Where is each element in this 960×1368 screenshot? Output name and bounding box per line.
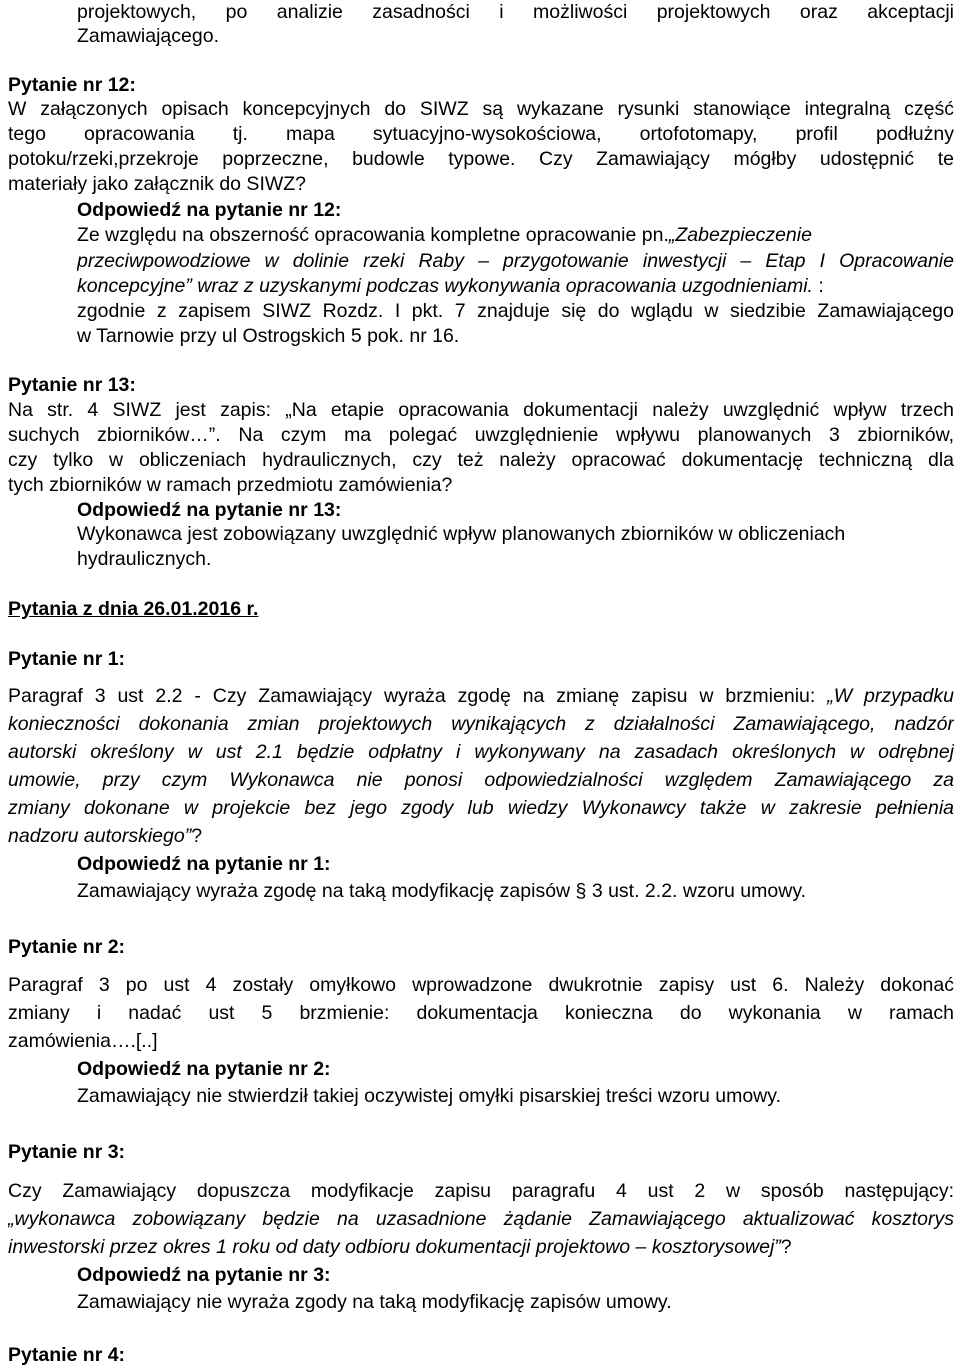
question-line: zmiany i nadać ust 5 brzmienie: dokumentacja konieczna do wykonania w ramach bbox=[8, 1002, 954, 1024]
question-line: Czy Zamawiający dopuszcza modyfikacje zapisu paragrafu 4 ust 2 w sposób następujący: bbox=[8, 1180, 954, 1202]
question-line: W załączonych opisach koncepcyjnych do SIWZ są wykazane rysunki stanowiące integralną część bbox=[8, 98, 954, 120]
answer-line: koncepcyjne” wraz z uzyskanymi podczas wykonywania opracowania uzgodnieniami. : bbox=[77, 275, 824, 297]
question-line: Na str. 4 SIWZ jest zapis: „Na etapie opracowania dokumentacji należy uwzględnić wpływ trzech bbox=[8, 399, 954, 421]
question-line: inwestorski przez okres 1 roku od daty odbioru dokumentacji projektowo – kosztorysowej”? bbox=[8, 1236, 792, 1258]
question-line: materiały jako załącznik do SIWZ? bbox=[8, 173, 307, 195]
answer-line: Wykonawca jest zobowiązany uwzględnić wpływ planowanych zbiorników w obliczeniach bbox=[77, 523, 846, 545]
paragraph-line: Zamawiającego. bbox=[77, 25, 219, 47]
answer-heading: Odpowiedź na pytanie nr 13: bbox=[77, 499, 342, 521]
answer-line: hydraulicznych. bbox=[77, 548, 212, 570]
question-heading: Pytanie nr 2: bbox=[8, 936, 126, 958]
answer-line: Zamawiający wyraża zgodę na taką modyfikację zapisów § 3 ust. 2.2. wzoru umowy. bbox=[77, 880, 807, 902]
question-line: konieczności dokonania zmian projektowych wynikających z działalności Zamawiającego, nadzór bbox=[8, 713, 954, 735]
question-line: zamówienia….[..] bbox=[8, 1030, 158, 1052]
answer-line: Zamawiający nie wyraża zgody na taką modyfikację zapisów umowy. bbox=[77, 1291, 672, 1313]
question-line: czy tylko w obliczeniach hydraulicznych, czy też należy opracować dokumentację techniczną dla bbox=[8, 449, 954, 471]
question-heading: Pytanie nr 4: bbox=[8, 1344, 126, 1366]
answer-line: w Tarnowie przy ul Ostrogskich 5 pok. nr 16. bbox=[77, 325, 460, 347]
question-heading: Pytanie nr 3: bbox=[8, 1141, 126, 1163]
question-heading: Pytanie nr 1: bbox=[8, 648, 126, 670]
question-line: nadzoru autorskiego”? bbox=[8, 825, 203, 847]
question-line: zmiany dokonane w projekcie bez jego zgody lub wiedzy Wykonawcy także w zakresie pełnienia bbox=[8, 797, 954, 819]
question-line: Paragraf 3 po ust 4 zostały omyłkowo wprowadzone dwukrotnie zapisy ust 6. Należy dokonać bbox=[8, 974, 954, 996]
answer-line: Zamawiający nie stwierdził takiej oczywistej omyłki pisarskiej treści wzoru umowy. bbox=[77, 1085, 781, 1107]
answer-line: przeciwpowodziowe w dolinie rzeki Raby – przygotowanie inwestycji – Etap I Opracowanie bbox=[77, 250, 954, 272]
question-line: Paragraf 3 ust 2.2 - Czy Zamawiający wyraża zgodę na zmianę zapisu w brzmieniu: „W przypadku bbox=[8, 685, 954, 707]
question-line: umowie, przy czym Wykonawca nie ponosi odpowiedzialności względem Zamawiającego za bbox=[8, 769, 954, 791]
question-line: „wykonawca zobowiązany będzie na uzasadnione żądanie Zamawiającego aktualizować kosztorys bbox=[8, 1208, 954, 1230]
question-heading: Pytanie nr 13: bbox=[8, 374, 136, 396]
answer-heading: Odpowiedź na pytanie nr 2: bbox=[77, 1058, 331, 1080]
question-line: suchych zbiorników…”. Na czym ma polegać uwzględnienie wpływu planowanych 3 zbiorników, bbox=[8, 424, 954, 446]
answer-heading: Odpowiedź na pytanie nr 3: bbox=[77, 1264, 331, 1286]
answer-heading: Odpowiedź na pytanie nr 12: bbox=[77, 199, 342, 221]
answer-line: zgodnie z zapisem SIWZ Rozdz. I pkt. 7 znajduje się do wglądu w siedzibie Zamawiającego bbox=[77, 300, 954, 322]
question-line: tego opracowania tj. mapa sytuacyjno-wysokościowa, ortofotomapy, profil podłużny bbox=[8, 123, 954, 145]
question-line: potoku/rzeki,przekroje poprzeczne, budowle typowe. Czy Zamawiający mógłby udostępnić te bbox=[8, 148, 954, 170]
question-heading: Pytanie nr 12: bbox=[8, 74, 136, 96]
answer-line: Ze względu na obszerność opracowania kompletne opracowanie pn.„Zabezpieczenie bbox=[77, 224, 812, 246]
question-line: tych zbiorników w ramach przedmiotu zamówienia? bbox=[8, 474, 453, 496]
section-title: Pytania z dnia 26.01.2016 r. bbox=[8, 598, 259, 620]
question-line: autorski określony w ust 2.1 będzie odpłatny i wykonywany na zasadach określonych w odrębnej bbox=[8, 741, 954, 763]
answer-heading: Odpowiedź na pytanie nr 1: bbox=[77, 853, 331, 875]
paragraph-line: projektowych, po analizie zasadności i możliwości projektowych oraz akceptacji bbox=[77, 1, 954, 23]
